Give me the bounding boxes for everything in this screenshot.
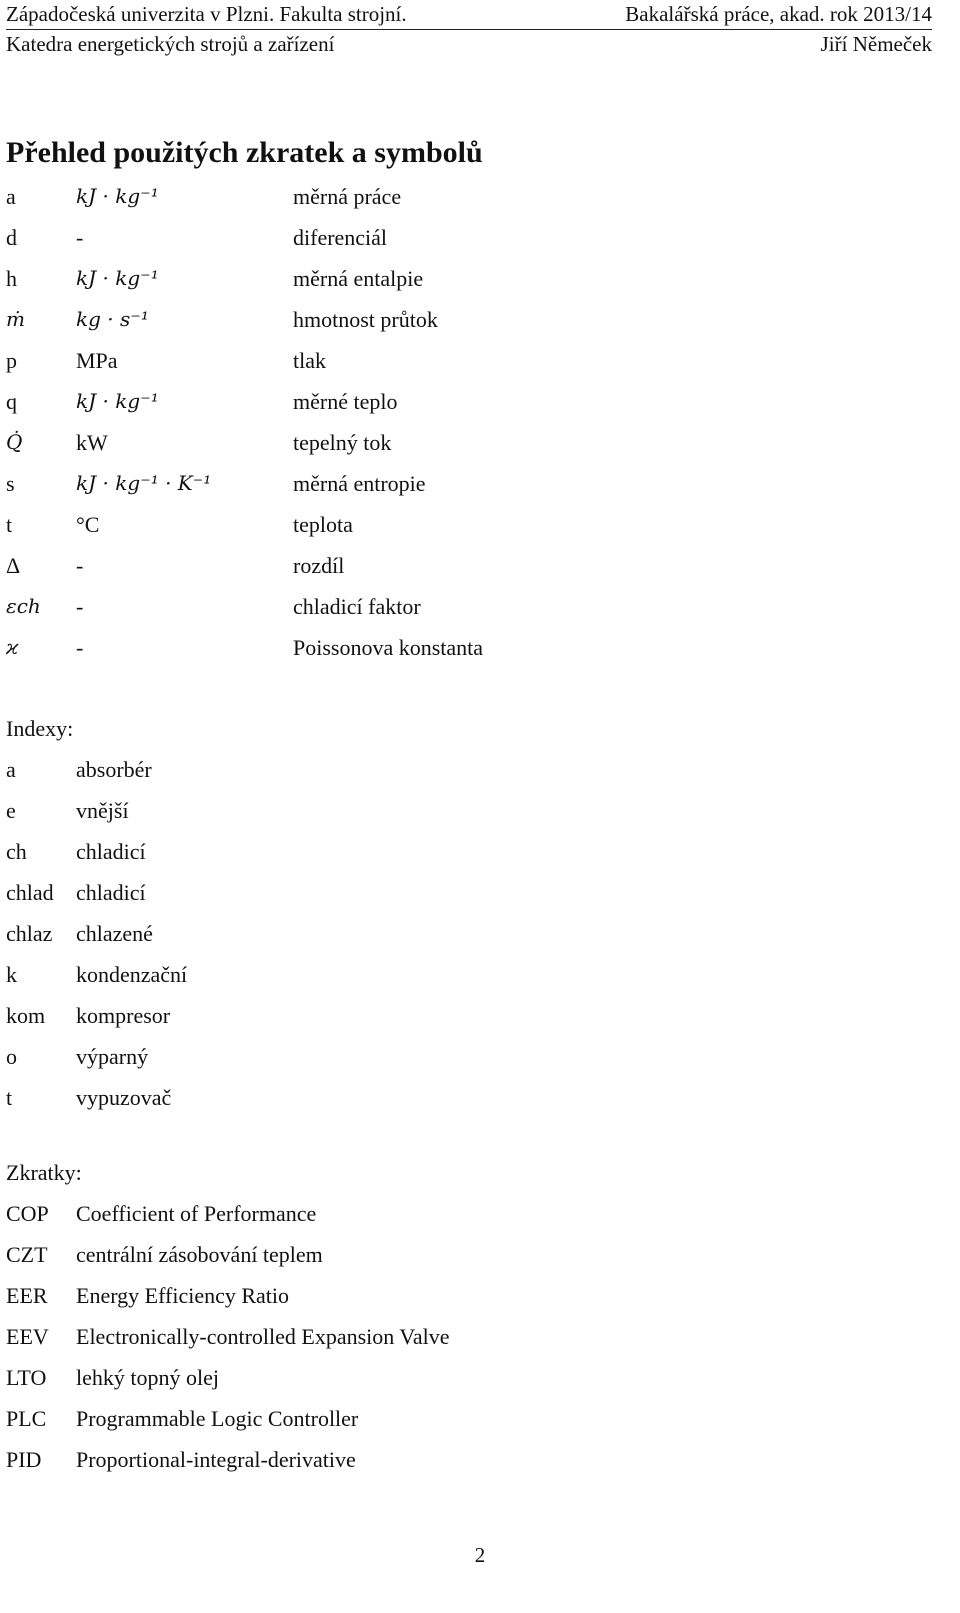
unit: - xyxy=(76,225,84,250)
page-number: 2 xyxy=(474,1543,486,1567)
abbreviation-meaning: lehký topný olej xyxy=(76,1365,219,1390)
unit: kg · s⁻¹ xyxy=(76,307,149,331)
symbol: εch xyxy=(6,594,41,618)
unit: kW xyxy=(76,430,108,455)
index-symbol: kom xyxy=(6,1003,46,1028)
index-description: absorbér xyxy=(76,757,152,782)
unit: - xyxy=(76,635,84,660)
description: Poissonova konstanta xyxy=(293,635,484,660)
abbreviation-meaning: Coefficient of Performance xyxy=(76,1201,317,1226)
symbol: Δ xyxy=(6,553,21,578)
header-row-1 xyxy=(6,0,932,30)
unit: °C xyxy=(76,512,100,537)
abbreviation: EEV xyxy=(6,1324,49,1349)
unit: kJ · kg⁻¹ xyxy=(76,266,159,290)
header-department: Katedra energetických strojů a zařízení xyxy=(6,32,335,56)
index-symbol: k xyxy=(6,962,17,987)
index-description: chladicí xyxy=(76,839,146,864)
symbol: t xyxy=(6,512,13,537)
symbol: ṁ xyxy=(6,307,25,331)
index-description: chladicí xyxy=(76,880,146,905)
index-description: kondenzační xyxy=(76,962,188,987)
indexes-label: Indexy: xyxy=(6,716,74,741)
unit: - xyxy=(76,594,84,619)
header-author: Jiří Němeček xyxy=(820,32,932,56)
description: hmotnost průtok xyxy=(293,307,438,332)
symbol: h xyxy=(6,266,17,291)
symbol: q xyxy=(6,389,17,414)
index-symbol: e xyxy=(6,798,16,823)
index-symbol: ch xyxy=(6,839,27,864)
description: měrná entropie xyxy=(293,471,426,496)
abbreviation-meaning: Electronically-controlled Expansion Valve xyxy=(76,1324,450,1349)
symbol: a xyxy=(6,184,16,209)
index-symbol: chlad xyxy=(6,880,54,905)
description: chladicí faktor xyxy=(293,594,421,619)
index-symbol: chlaz xyxy=(6,921,53,946)
abbreviation: PID xyxy=(6,1447,42,1472)
symbol: p xyxy=(6,348,17,373)
description: měrné teplo xyxy=(293,389,398,414)
description: měrná entalpie xyxy=(293,266,424,291)
symbol: ϰ xyxy=(6,635,19,659)
index-symbol: o xyxy=(6,1044,17,1069)
unit: kJ · kg⁻¹ · K⁻¹ xyxy=(76,471,212,495)
index-description: výparný xyxy=(76,1044,149,1069)
description: tlak xyxy=(293,348,326,373)
header-row-2 xyxy=(6,30,932,59)
unit: MPa xyxy=(76,348,118,373)
index-description: chlazené xyxy=(76,921,153,946)
abbreviation: PLC xyxy=(6,1406,47,1431)
description: tepelný tok xyxy=(293,430,392,455)
index-symbol: t xyxy=(6,1085,13,1110)
abbreviation-meaning: Proportional-integral-derivative xyxy=(76,1447,356,1472)
abbreviations-label: Zkratky: xyxy=(6,1160,82,1185)
unit: kJ · kg⁻¹ xyxy=(76,184,159,208)
abbreviation: EER xyxy=(6,1283,48,1308)
index-description: vnější xyxy=(76,798,129,823)
unit: kJ · kg⁻¹ xyxy=(76,389,159,413)
symbol: Q̇ xyxy=(6,430,23,454)
header-university: Západočeská univerzita v Plzni. Fakulta strojní. xyxy=(6,2,407,26)
description: měrná práce xyxy=(293,184,402,209)
description: teplota xyxy=(293,512,353,537)
index-description: kompresor xyxy=(76,1003,171,1028)
symbol: s xyxy=(6,471,15,496)
unit: - xyxy=(76,553,84,578)
symbol: d xyxy=(6,225,17,250)
header-thesis-info: Bakalářská práce, akad. rok 2013/14 xyxy=(625,2,932,26)
page-header xyxy=(6,0,932,59)
abbreviation: CZT xyxy=(6,1242,48,1267)
abbreviation-meaning: Energy Efficiency Ratio xyxy=(76,1283,290,1308)
description: rozdíl xyxy=(293,553,345,578)
description: diferenciál xyxy=(293,225,388,250)
page-title: Přehled použitých zkratek a symbolů xyxy=(6,136,483,169)
index-description: vypuzovač xyxy=(76,1085,172,1110)
abbreviation: LTO xyxy=(6,1365,47,1390)
abbreviation: COP xyxy=(6,1201,49,1226)
abbreviation-meaning: Programmable Logic Controller xyxy=(76,1406,359,1431)
index-symbol: a xyxy=(6,757,16,782)
abbreviation-meaning: centrální zásobování teplem xyxy=(76,1242,323,1267)
